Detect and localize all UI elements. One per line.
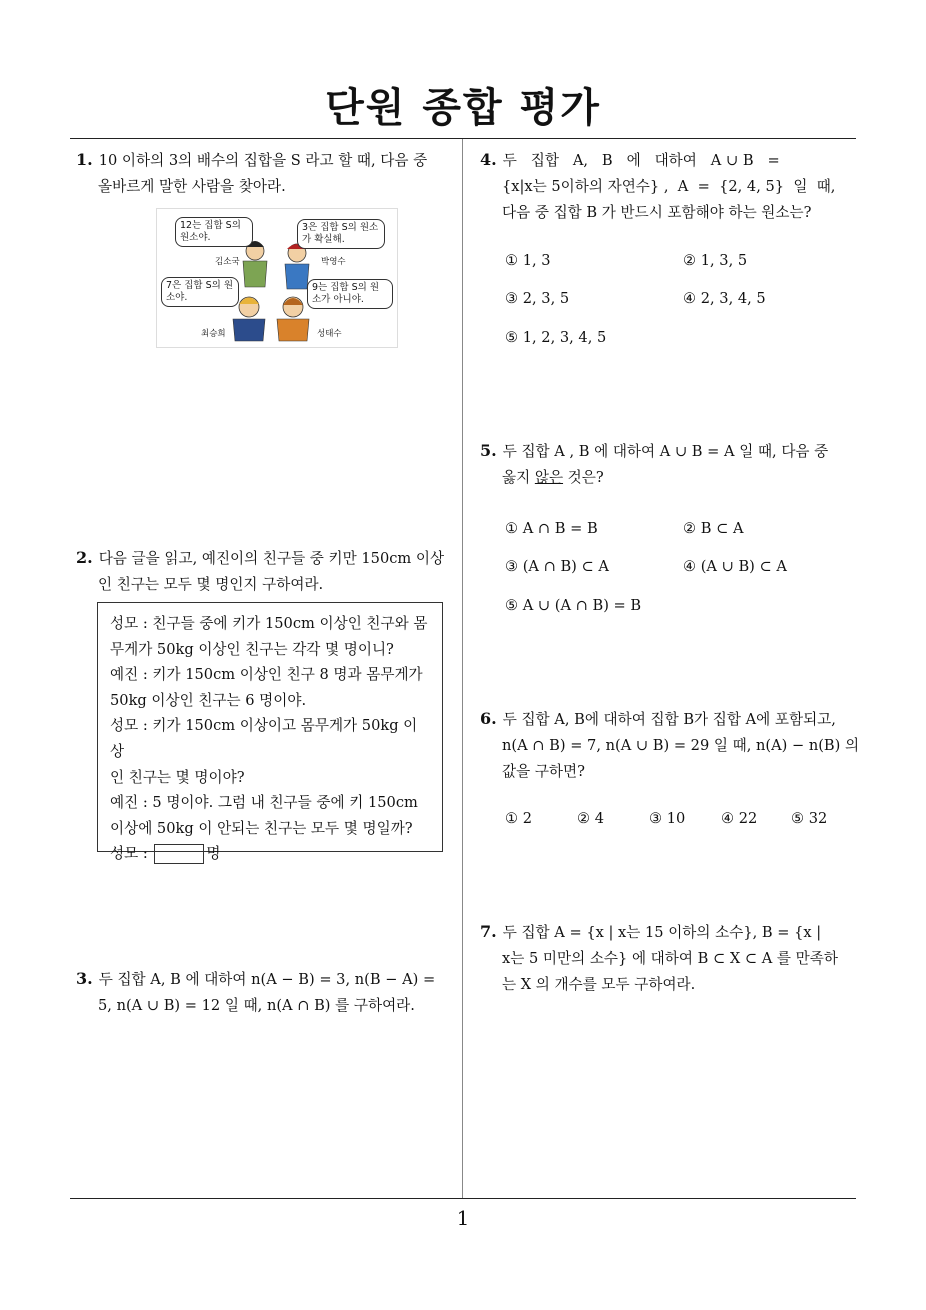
question-text: 인 친구는 모두 몇 명인지 구하여라.	[98, 576, 324, 593]
question-number: 5.	[480, 441, 497, 460]
top-rule	[70, 138, 856, 139]
page-number: 1	[456, 1206, 470, 1230]
question-text: 값을 구하면?	[502, 763, 585, 780]
page-title: 단원 종합 평가	[325, 85, 601, 131]
question-3	[76, 966, 460, 1019]
character-name: 박영수	[321, 257, 346, 267]
question-7	[480, 919, 860, 998]
dialogue-line: 50kg 이상인 친구는 6 명이야.	[110, 691, 307, 709]
question-number: 6.	[480, 709, 497, 728]
question-text: 두 집합 A, B 에 대하여 A ∪ B =	[502, 152, 780, 169]
question-number: 2.	[76, 548, 93, 567]
answer-option[interactable]: ③ 2, 3, 5	[505, 290, 570, 307]
question-text: 것은?	[563, 469, 604, 486]
dialogue-line: 예진 : 5 명이야. 그럼 내 친구들 중에 키 150cm	[110, 794, 418, 812]
answer-option[interactable]: ③ 10	[649, 810, 686, 827]
answer-blank-box[interactable]	[154, 844, 204, 864]
question-1	[76, 147, 460, 200]
question-5	[480, 438, 860, 491]
dialogue-box	[97, 602, 443, 863]
dialogue-line: 이상에 50kg 이 안되는 친구는 모두 몇 명일까?	[110, 819, 413, 837]
question-number: 7.	[480, 922, 497, 941]
answer-option[interactable]: ④ 22	[721, 810, 758, 827]
answer-option[interactable]: ② 1, 3, 5	[683, 252, 748, 269]
answer-option[interactable]: ③ (A ∩ B) ⊂ A	[505, 558, 609, 575]
question-text: 는 X 의 개수를 모두 구하여라.	[502, 976, 696, 993]
speech-bubble: 9는 집합 S의 원소가 아니야.	[307, 279, 393, 309]
character-name: 최승희	[201, 329, 226, 339]
question-text: {x|x는 5이하의 자연수} , A = {2, 4, 5} 일 때,	[502, 178, 836, 195]
answer-option[interactable]: ④ 2, 3, 4, 5	[683, 290, 766, 307]
answer-option[interactable]: ① 2	[505, 810, 533, 827]
question-4	[480, 147, 860, 226]
underlined-word: 않은	[534, 469, 564, 486]
question-number: 4.	[480, 150, 497, 169]
question-text: n(A ∩ B) = 7, n(A ∪ B) = 29 일 때, n(A) − n(B) 의	[502, 737, 860, 754]
dialogue-line: 예진 : 키가 150cm 이상인 친구 8 명과 몸무게가	[110, 666, 423, 684]
question-text: 다음 중 집합 B 가 반드시 포함해야 하는 원소는?	[502, 204, 812, 221]
question-text: 10 이하의 3의 배수의 집합을 S 라고 할 때, 다음 중	[98, 152, 428, 169]
answer-unit: 명	[206, 845, 221, 863]
question-text: x는 5 미만의 소수} 에 대하여 B ⊂ X ⊂ A 를 만족하	[502, 950, 838, 967]
answer-option[interactable]: ② B ⊂ A	[683, 520, 744, 537]
dialogue-last-line	[110, 841, 430, 867]
answer-option[interactable]: ① 1, 3	[505, 252, 551, 269]
dialogue-line: 인 친구는 몇 명이야?	[110, 768, 245, 786]
question-6	[480, 706, 860, 785]
question-text: 두 집합 A , B 에 대하여 A ∪ B = A 일 때, 다음 중	[502, 443, 829, 460]
question-text: 두 집합 A, B 에 대하여 n(A − B) = 3, n(B − A) =	[98, 971, 436, 988]
character-name: 김소국	[215, 257, 240, 267]
answer-option[interactable]: ② 4	[577, 810, 605, 827]
question-text: 두 집합 A = {x | x는 15 이하의 소수}, B = {x |	[502, 924, 822, 941]
speech-bubble: 3은 집합 S의 원소가 확실해.	[297, 219, 385, 249]
question-number: 3.	[76, 969, 93, 988]
bottom-rule	[70, 1198, 856, 1199]
question-text: 5, n(A ∪ B) = 12 일 때, n(A ∩ B) 를 구하여라.	[98, 997, 415, 1014]
answer-option[interactable]: ④ (A ∪ B) ⊂ A	[683, 558, 787, 575]
question-number: 1.	[76, 150, 93, 169]
character-name: 성태수	[317, 329, 342, 339]
question-text: 올바르게 말한 사람을 찾아라.	[98, 178, 286, 195]
answer-option[interactable]: ⑤ 1, 2, 3, 4, 5	[505, 329, 607, 346]
dialogue-line: 성모 : 친구들 중에 키가 150cm 이상인 친구와 몸	[110, 615, 428, 632]
answer-option[interactable]: ⑤ 32	[791, 810, 828, 827]
answer-option[interactable]: ① A ∩ B = B	[505, 520, 598, 537]
speech-bubble: 7은 집합 S의 원소야.	[161, 277, 239, 307]
dialogue-line: 성모 : 키가 150cm 이상이고 몸무게가 50kg 이상	[110, 717, 418, 760]
dialogue-line: 무게가 50kg 이상인 친구는 각각 몇 명이니?	[110, 640, 394, 658]
question-2	[76, 545, 460, 598]
answer-option[interactable]: ⑤ A ∪ (A ∩ B) = B	[505, 597, 642, 614]
cartoon-illustration	[156, 208, 398, 348]
question-text: 옳지	[502, 469, 535, 486]
question-text: 다음 글을 읽고, 예진이의 친구들 중 키만 150cm 이상	[98, 550, 445, 567]
dialogue-speaker: 성모 :	[110, 845, 148, 863]
question-text: 두 집합 A, B에 대하여 집합 B가 집합 A에 포함되고,	[502, 711, 836, 728]
column-divider	[462, 139, 463, 1198]
speech-bubble: 12는 집합 S의 원소야.	[175, 217, 253, 247]
